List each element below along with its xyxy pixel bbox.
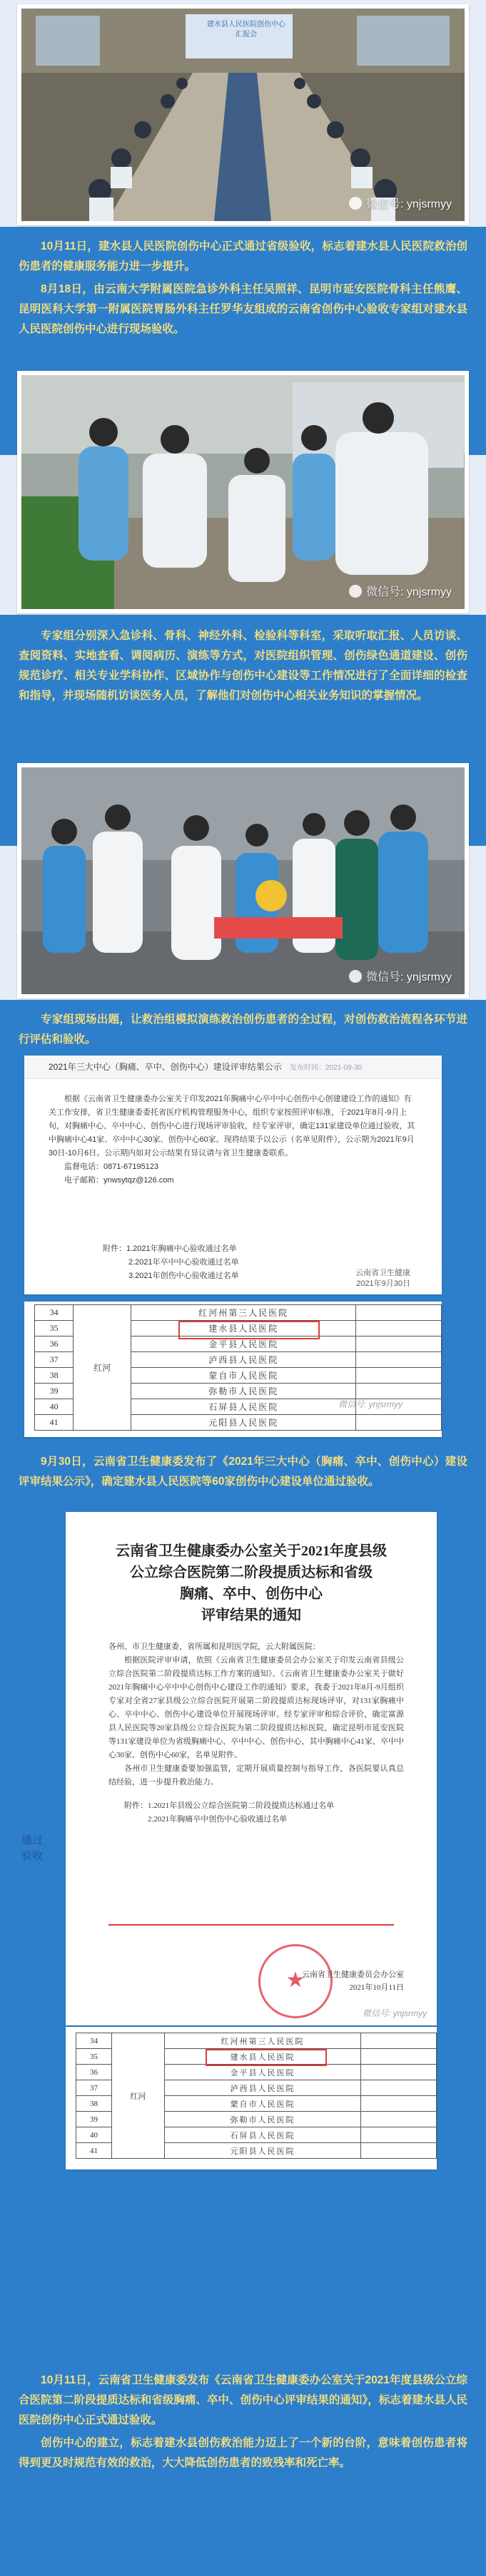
paragraph-2: 8月18日，由云南大学附属医院急诊外科主任吴照祥、昆明市延安医院骨科主任熊鹰、昆明医科大学第一附属医院胃肠外科主任罗华友组成的云南省创伤中心验收专家组对建水县人民医院创伤中心进行现场验收。 — [19, 283, 467, 335]
side-label-passed — [21, 1833, 43, 1864]
paragraph-6: 10月11日，云南省卫生健康委发布《云南省卫生健康委办公室关于2021年度县级公立综合医院第二阶段提质达标和省级胸痛、卒中、创伤中心评审结果的通知》，标志着建水县人民医院创伤中心正式通过验收。 — [19, 2374, 467, 2426]
highlight-box — [206, 2049, 327, 2066]
photo-inspection — [17, 371, 469, 613]
title-line-2: 公立综合医院第二阶段提质达标和省级 — [130, 1565, 373, 1580]
title-line-4: 评审结果的通知 — [201, 1608, 301, 1623]
row-number: 35 — [35, 1321, 74, 1336]
notice-text: 根据《云南省卫生健康委办公室关于印发2021年胸痛中心卒中中心创伤中心创建建设工作的通知》有关工作安排，省卫生健康委委托省医疗机构管理服务中心，组织专家按照评审标准，于2021年8月-9月上旬，对胸痛中心、卒中中心、创伤中心进行现场评审验收，经专家评审，确定131家建设单位通过验收，其中胸痛中心41家、卒中中心30家、创伤中心60家。现将结果予以公示（名单见附件），公示期为2021年9月30日-10月6日。公示期内如对公示结果有异议请与省卫生健康委联系。 — [49, 1095, 415, 1157]
banner-sign-line-2: 汇报会 — [236, 31, 257, 39]
hospital-name: 建水县人民医院 — [164, 2049, 361, 2065]
empty-cell — [361, 2112, 437, 2127]
side-label-line-1: 通过 — [21, 1834, 44, 1846]
empty-cell — [356, 1305, 442, 1321]
row-number: 38 — [76, 2096, 112, 2112]
watermark-text: 微信号: ynjsrmyy — [365, 586, 452, 598]
hospital-name: 红河州第三人民医院 — [164, 2033, 361, 2049]
empty-cell — [361, 2033, 437, 2049]
empty-cell — [361, 2143, 437, 2159]
photo-drill — [17, 763, 469, 998]
doc-watermark: 微信号: ynjsrmyy — [338, 1399, 403, 1409]
photo-watermark — [349, 195, 452, 211]
notification-footer-org: 云南省卫生健康委员会办公室 — [302, 1971, 404, 1979]
photo-meeting-room — [17, 4, 469, 225]
notice-table-card — [24, 1302, 442, 1437]
notification-document — [66, 1512, 437, 2025]
empty-cell — [356, 1336, 442, 1352]
row-number: 39 — [35, 1384, 74, 1399]
hospital-name: 石屏县人民医院 — [164, 2127, 361, 2143]
row-number: 35 — [76, 2049, 112, 2065]
hospital-name: 蒙自市人民医院 — [164, 2096, 361, 2112]
notice-email: 电子邮箱：ynwsytqz@126.com — [64, 1176, 174, 1185]
notice-body — [49, 1093, 417, 1187]
notice-footer-org: 云南省卫生健康 — [355, 1269, 410, 1277]
hospital-name: 蒙自市人民医院 — [131, 1368, 356, 1384]
empty-cell — [361, 2127, 437, 2143]
wechat-logo-icon — [349, 585, 362, 598]
empty-cell — [356, 1415, 442, 1431]
paragraph-1: 10月11日，建水县人民医院创伤中心正式通过省级验收，标志着建水县人民医院救治创伤患者的健康服务能力进一步提升。 — [19, 240, 467, 272]
notification-table-card — [66, 2027, 437, 2169]
title-line-1: 云南省卫生健康委办公室关于2021年度县级 — [116, 1543, 387, 1559]
paragraph-3: 专家组分别深入急诊科、骨科、神经外科、检验科等科室，采取听取汇报、人员访谈、查阅资料、实地查看、调阅病历、演练等方式，对医院组织管理、创伤绿色通道建设、创伤规范诊疗、相关专业学科协作、区域协作与创伤中心建设等工作情况进行了全面详细的检查和指导，并现场随机访谈医务人员，了解他们对创伤中心相关业务知识的掌握情况。 — [19, 630, 467, 702]
text-band-5 — [0, 2353, 486, 2576]
table-row — [76, 2033, 437, 2049]
inspection-image — [21, 375, 465, 609]
row-number: 36 — [76, 2065, 112, 2080]
notification-footer-date: 2021年10月11日 — [349, 1983, 404, 1992]
row-number: 38 — [35, 1368, 74, 1384]
region-cell: 红河 — [74, 1305, 131, 1431]
row-number: 37 — [76, 2080, 112, 2096]
hospital-name: 泸西县人民医院 — [164, 2080, 361, 2096]
attachment-3: 3.2021年创伤中心验收通过名单 — [128, 1272, 239, 1280]
notice-phone: 监督电话：0871-67195123 — [64, 1162, 159, 1171]
row-number: 34 — [35, 1305, 74, 1321]
row-number: 40 — [76, 2127, 112, 2143]
notice-attachments — [103, 1242, 239, 1283]
row-number: 41 — [35, 1415, 74, 1431]
banner-sign-line-1: 建水县人民医院创伤中心 — [207, 21, 285, 29]
empty-cell — [356, 1368, 442, 1384]
hospital-name: 建水县人民医院 — [131, 1321, 356, 1336]
empty-cell — [356, 1321, 442, 1336]
row-number: 39 — [76, 2112, 112, 2127]
notification-attachment-1: 附件：1.2021年县级公立综合医院第二阶段提质达标通过名单 — [124, 1801, 335, 1810]
highlight-box — [178, 1321, 320, 1339]
side-label-line-2: 验收 — [21, 1850, 44, 1862]
paragraph-7: 创伤中心的建立，标志着建水县创伤救治能力迈上了一个新的台阶，意味着创伤患者将得到更及时规范有效的救治，大大降低创伤患者的致残率和死亡率。 — [19, 2437, 467, 2469]
hospital-name: 金平县人民医院 — [164, 2065, 361, 2080]
row-number: 41 — [76, 2143, 112, 2159]
hospital-name: 泸西县人民医院 — [131, 1352, 356, 1368]
notification-body — [108, 1640, 404, 1826]
hospital-name: 石屏县人民医院 — [131, 1399, 356, 1415]
empty-cell — [356, 1352, 442, 1368]
notice-footer — [355, 1268, 410, 1289]
watermark-text: 微信号: ynjsrmyy — [365, 198, 452, 210]
hospital-name: 红河州第三人民医院 — [131, 1305, 356, 1321]
hospital-name: 元阳县人民医院 — [164, 2143, 361, 2159]
title-line-3: 胸痛、卒中、创伤中心 — [180, 1586, 323, 1602]
paragraph-5: 9月30日，云南省卫生健康委发布了《2021年三大中心（胸痛、卒中、创伤中心）建设评审结果公示》，确定建水县人民医院等60家创伤中心建设单位通过验收。 — [19, 1456, 467, 1488]
row-number: 40 — [35, 1399, 74, 1415]
photo-watermark — [349, 968, 452, 984]
empty-cell — [361, 2080, 437, 2096]
notice-header — [24, 1056, 442, 1079]
attachment-2: 2.2021年卒中中心验收通过名单 — [128, 1258, 239, 1267]
banner-sign — [193, 20, 300, 40]
paragraph-4: 专家组现场出题，让救治组模拟演练救治创伤患者的全过程，对创伤救治流程各环节进行评估和验收。 — [19, 1013, 467, 1046]
red-underline — [108, 1924, 394, 1926]
notification-paragraph-2: 各州市卫生健康委要加强监管，定期开展质量控制与指导工作，各医院要认真总结经验，进一步提升救治能力。 — [108, 1764, 404, 1787]
hospital-name: 弥勒市人民医院 — [164, 2112, 361, 2127]
table-row — [35, 1305, 442, 1321]
empty-cell — [361, 2049, 437, 2065]
row-number: 37 — [35, 1352, 74, 1368]
notice-document — [24, 1056, 442, 1294]
drill-image — [21, 767, 465, 994]
notification-attachment-2: 2.2021年胸痛卒中创伤中心验收通过名单 — [148, 1815, 288, 1824]
notification-paragraph-1: 根据医院评审申请，依照《云南省卫生健康委员会办公室关于印发云南省县级公立综合医院第二阶段提质达标工作方案的通知》、《云南省卫生健康委办公室关于做好2021年胸痛中心卒中中心创伤中心建设工作的通知》要求，我委于2021年8月-9月组织专家对全省27家县级公立综合医院开展第二阶段提质达标现场评审，对131家胸痛中心、卒中中心、创伤中心建设单位开展现场评审。经专家评审和综合评价，确定富源县人民医院等20家县级公立综合医院为第二阶段提质达标医院，确定昆明市延安医院等131家建设单位为省级胸痛中心、卒中中心、创伤中心，其中胸痛中心41家、卒中中心30家、创伤中心60家，名单见附件。 — [108, 1656, 404, 1759]
photo-watermark — [349, 583, 452, 599]
wechat-logo-icon — [349, 197, 362, 210]
notification-title — [94, 1540, 408, 1626]
region-cell: 红河 — [112, 2033, 165, 2159]
hospital-name: 弥勒市人民医院 — [131, 1384, 356, 1399]
notice-date: 发布时间：2021-09-30 — [290, 1064, 363, 1072]
attachment-1: 附件：1.2021年胸痛中心验收通过名单 — [103, 1244, 237, 1253]
empty-cell — [356, 1384, 442, 1399]
wechat-logo-icon — [349, 970, 362, 983]
hospital-name: 元阳县人民医院 — [131, 1415, 356, 1431]
doc-watermark: 微信号: ynjsrmyy — [362, 2008, 427, 2018]
notice-footer-date: 2021年9月30日 — [356, 1279, 410, 1288]
notice-title: 2021年三大中心（胸痛、卒中、创伤中心）建设评审结果公示 — [49, 1062, 282, 1072]
meeting-room-image — [21, 9, 465, 221]
row-number: 36 — [35, 1336, 74, 1352]
side-label-public-notice: 公示 — [421, 1266, 443, 1278]
empty-cell — [361, 2096, 437, 2112]
watermark-text: 微信号: ynjsrmyy — [365, 971, 452, 983]
recipients: 各州、市卫生健康委，省所属和昆明医学院，云大附属医院： — [108, 1642, 320, 1651]
empty-cell — [361, 2065, 437, 2080]
notification-footer — [302, 1968, 404, 1994]
row-number: 34 — [76, 2033, 112, 2049]
hospital-name: 金平县人民医院 — [131, 1336, 356, 1352]
